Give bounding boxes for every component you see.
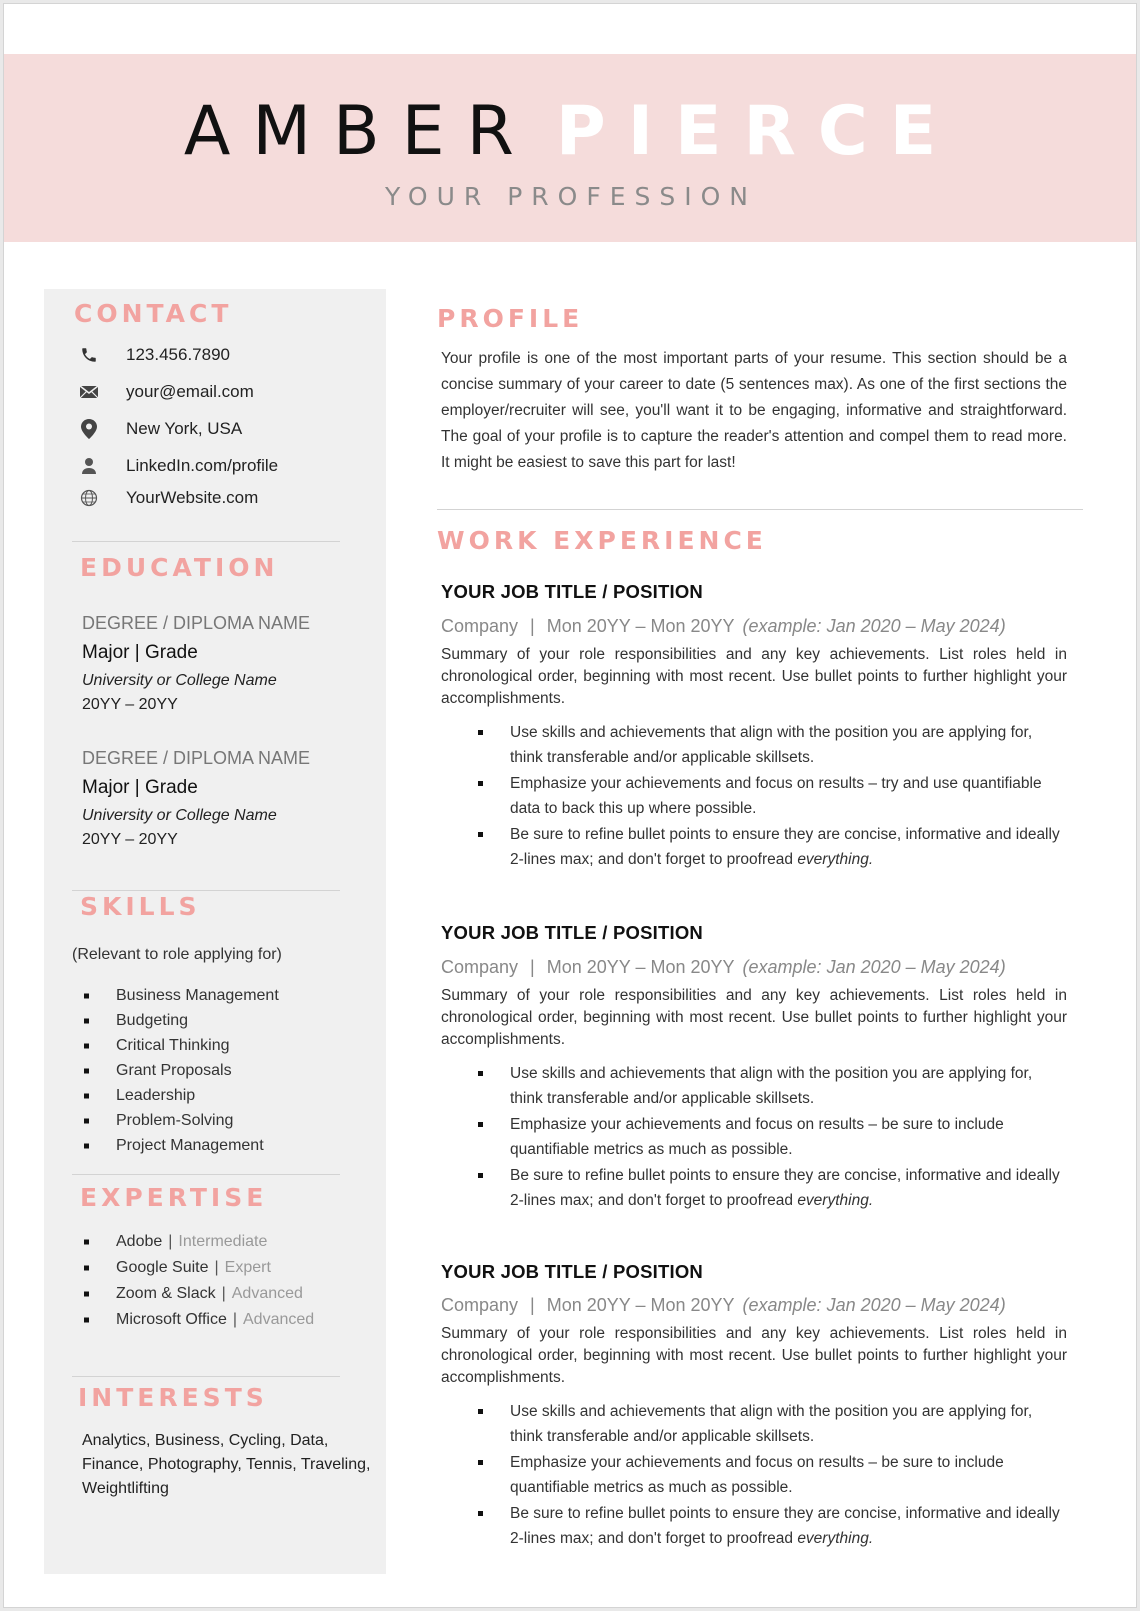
location-icon — [78, 418, 100, 440]
profession: YOUR PROFESSION — [385, 182, 757, 211]
skill-item: Leadership — [82, 1083, 279, 1108]
job-bullets — [474, 1061, 1068, 1214]
expertise-heading: EXPERTISE — [80, 1183, 268, 1212]
bullet-text: Be sure to refine bullet points to ensure they are concise, informative and ideally 2-lines max; and don't forget to proofread — [510, 1505, 1060, 1547]
job-bullet — [474, 1163, 1068, 1213]
skills-divider — [72, 1174, 340, 1175]
contact-location — [78, 415, 242, 443]
job-bullet: Emphasize your achievements and focus on results – try and use quantifiable data to back this up where possible. — [474, 771, 1068, 821]
expertise-name: Google Suite — [116, 1259, 209, 1276]
job-bullet: Emphasize your achievements and focus on results – be sure to include quantifiable metrics as much as possible. — [474, 1450, 1068, 1500]
job-date-example: (example: Jan 2020 – May 2024) — [742, 957, 1006, 977]
contact-divider — [72, 541, 340, 542]
bullet-emphasis: everything. — [797, 1530, 874, 1547]
bullet-text: Be sure to refine bullet points to ensure they are concise, informative and ideally 2-lines max; and don't forget to proofread — [510, 1167, 1060, 1209]
education-years: 20YY – 20YY — [82, 696, 178, 713]
job-title: YOUR JOB TITLE / POSITION — [441, 581, 703, 602]
bullet-emphasis: everything. — [797, 1192, 874, 1209]
skill-item: Budgeting — [82, 1008, 279, 1033]
contact-email — [78, 378, 254, 406]
globe-icon — [78, 487, 100, 509]
school-name: University or College Name — [82, 807, 277, 824]
expertise-list — [82, 1229, 314, 1333]
linkedin-text: LinkedIn.com/profile — [126, 456, 279, 475]
expertise-name: Adobe — [116, 1233, 163, 1250]
bullet-text: Be sure to refine bullet points to ensure they are concise, informative and ideally 2-lines max; and don't forget to proofread — [510, 826, 1060, 868]
job-company: Company — [441, 957, 519, 977]
phone-icon — [78, 344, 100, 366]
skill-item: Business Management — [82, 983, 279, 1008]
job-meta — [441, 616, 1006, 637]
school-name: University or College Name — [82, 672, 277, 689]
job-separator: | — [530, 616, 535, 636]
email-text: your@email.com — [126, 382, 254, 401]
expertise-level: Advanced — [243, 1311, 315, 1328]
job-summary: Summary of your role responsibilities and any key achievements. List roles held in chronological order, beginning with most recent. Use bullet points to further highlight your accomplishments. — [441, 646, 1067, 707]
job-bullet — [474, 822, 1068, 872]
expertise-item: Adobe | Intermediate — [82, 1229, 314, 1255]
expertise-item: Microsoft Office | Advanced — [82, 1307, 314, 1333]
education-heading: EDUCATION — [80, 553, 279, 582]
expertise-name: Microsoft Office — [116, 1311, 227, 1328]
job-separator: | — [530, 1295, 535, 1315]
contact-website — [78, 484, 258, 512]
skill-item: Grant Proposals — [82, 1058, 279, 1083]
expertise-item: Zoom & Slack | Advanced — [82, 1281, 314, 1307]
website-text: YourWebsite.com — [126, 488, 259, 507]
job-meta — [441, 957, 1006, 978]
education-divider — [72, 890, 340, 891]
person-icon — [78, 455, 100, 477]
header-band — [4, 54, 1137, 242]
skill-item: Problem-Solving — [82, 1108, 279, 1133]
contact-linkedin — [78, 452, 278, 480]
major-grade: Major | Grade — [82, 642, 198, 663]
education-years: 20YY – 20YY — [82, 831, 178, 848]
interests-heading: INTERESTS — [78, 1383, 268, 1412]
phone-text: 123.456.7890 — [126, 345, 230, 364]
job-meta — [441, 1295, 1006, 1316]
resume-page — [3, 3, 1137, 1608]
skill-item: Project Management — [82, 1133, 279, 1158]
last-name: PIERCE — [555, 92, 959, 171]
job-summary: Summary of your role responsibilities and any key achievements. List roles held in chronological order, beginning with most recent. Use bullet points to further highlight your accomplishments. — [441, 1325, 1067, 1386]
job-separator: | — [530, 957, 535, 977]
education-entry-2 — [82, 748, 372, 849]
job-date-example: (example: Jan 2020 – May 2024) — [742, 616, 1006, 636]
job-date-example: (example: Jan 2020 – May 2024) — [742, 1295, 1006, 1315]
job-title: YOUR JOB TITLE / POSITION — [441, 922, 703, 943]
job-dates: Mon 20YY – Mon 20YY — [546, 616, 735, 636]
job-company: Company — [441, 616, 519, 636]
skills-note: (Relevant to role applying for) — [72, 946, 282, 963]
skills-list — [82, 983, 279, 1158]
job-company: Company — [441, 1295, 519, 1315]
expertise-divider — [72, 1376, 340, 1377]
degree-name: DEGREE / DIPLOMA NAME — [82, 748, 311, 768]
job-bullet — [474, 1501, 1068, 1551]
job-bullet: Use skills and achievements that align with the position you are applying for, think transferable and/or applicable skillsets. — [474, 1399, 1068, 1449]
skills-heading: SKILLS — [80, 892, 201, 921]
expertise-item: Google Suite | Expert — [82, 1255, 314, 1281]
job-summary: Summary of your role responsibilities and any key achievements. List roles held in chronological order, beginning with most recent. Use bullet points to further highlight your accomplishments. — [441, 987, 1067, 1048]
expertise-name: Zoom & Slack — [116, 1285, 216, 1302]
profile-heading: PROFILE — [437, 304, 584, 333]
expertise-level: Advanced — [231, 1285, 303, 1302]
job-bullets — [474, 720, 1068, 873]
job-title: YOUR JOB TITLE / POSITION — [441, 1261, 703, 1282]
expertise-level: Intermediate — [178, 1233, 268, 1250]
job-dates: Mon 20YY – Mon 20YY — [546, 1295, 735, 1315]
sidebar — [44, 289, 386, 1574]
expertise-level: Expert — [224, 1259, 271, 1276]
bullet-emphasis: everything. — [797, 851, 874, 868]
profile-divider — [437, 509, 1083, 510]
full-name — [4, 92, 1137, 171]
interests-text: Analytics, Business, Cycling, Data, Finance, Photography, Tennis, Traveling, Weightlifting — [82, 1432, 371, 1497]
work-heading: WORK EXPERIENCE — [437, 526, 767, 555]
contact-heading: CONTACT — [74, 299, 233, 328]
profile-text: Your profile is one of the most important parts of your resume. This section should be a concise summary of your career to date (5 sentences max). As one of the first sections the employer/recruiter will see, you'll want it to be engaging, informative and straightforward. The goal of your profile is to capture the reader's attention and compel them to read more. It might be easiest to save this part for last! — [441, 350, 1067, 471]
job-bullet: Emphasize your achievements and focus on results – be sure to include quantifiable metrics as much as possible. — [474, 1112, 1068, 1162]
contact-phone — [78, 341, 230, 369]
degree-name: DEGREE / DIPLOMA NAME — [82, 613, 311, 633]
job-bullet: Use skills and achievements that align with the position you are applying for, think transferable and/or applicable skillsets. — [474, 1061, 1068, 1111]
skill-item: Critical Thinking — [82, 1033, 279, 1058]
location-text: New York, USA — [126, 419, 243, 438]
email-icon — [78, 381, 100, 403]
job-dates: Mon 20YY – Mon 20YY — [546, 957, 735, 977]
education-entry-1 — [82, 613, 372, 714]
first-name: AMBER — [183, 92, 536, 171]
job-bullets — [474, 1399, 1068, 1552]
job-bullet: Use skills and achievements that align with the position you are applying for, think transferable and/or applicable skillsets. — [474, 720, 1068, 770]
major-grade: Major | Grade — [82, 777, 198, 798]
